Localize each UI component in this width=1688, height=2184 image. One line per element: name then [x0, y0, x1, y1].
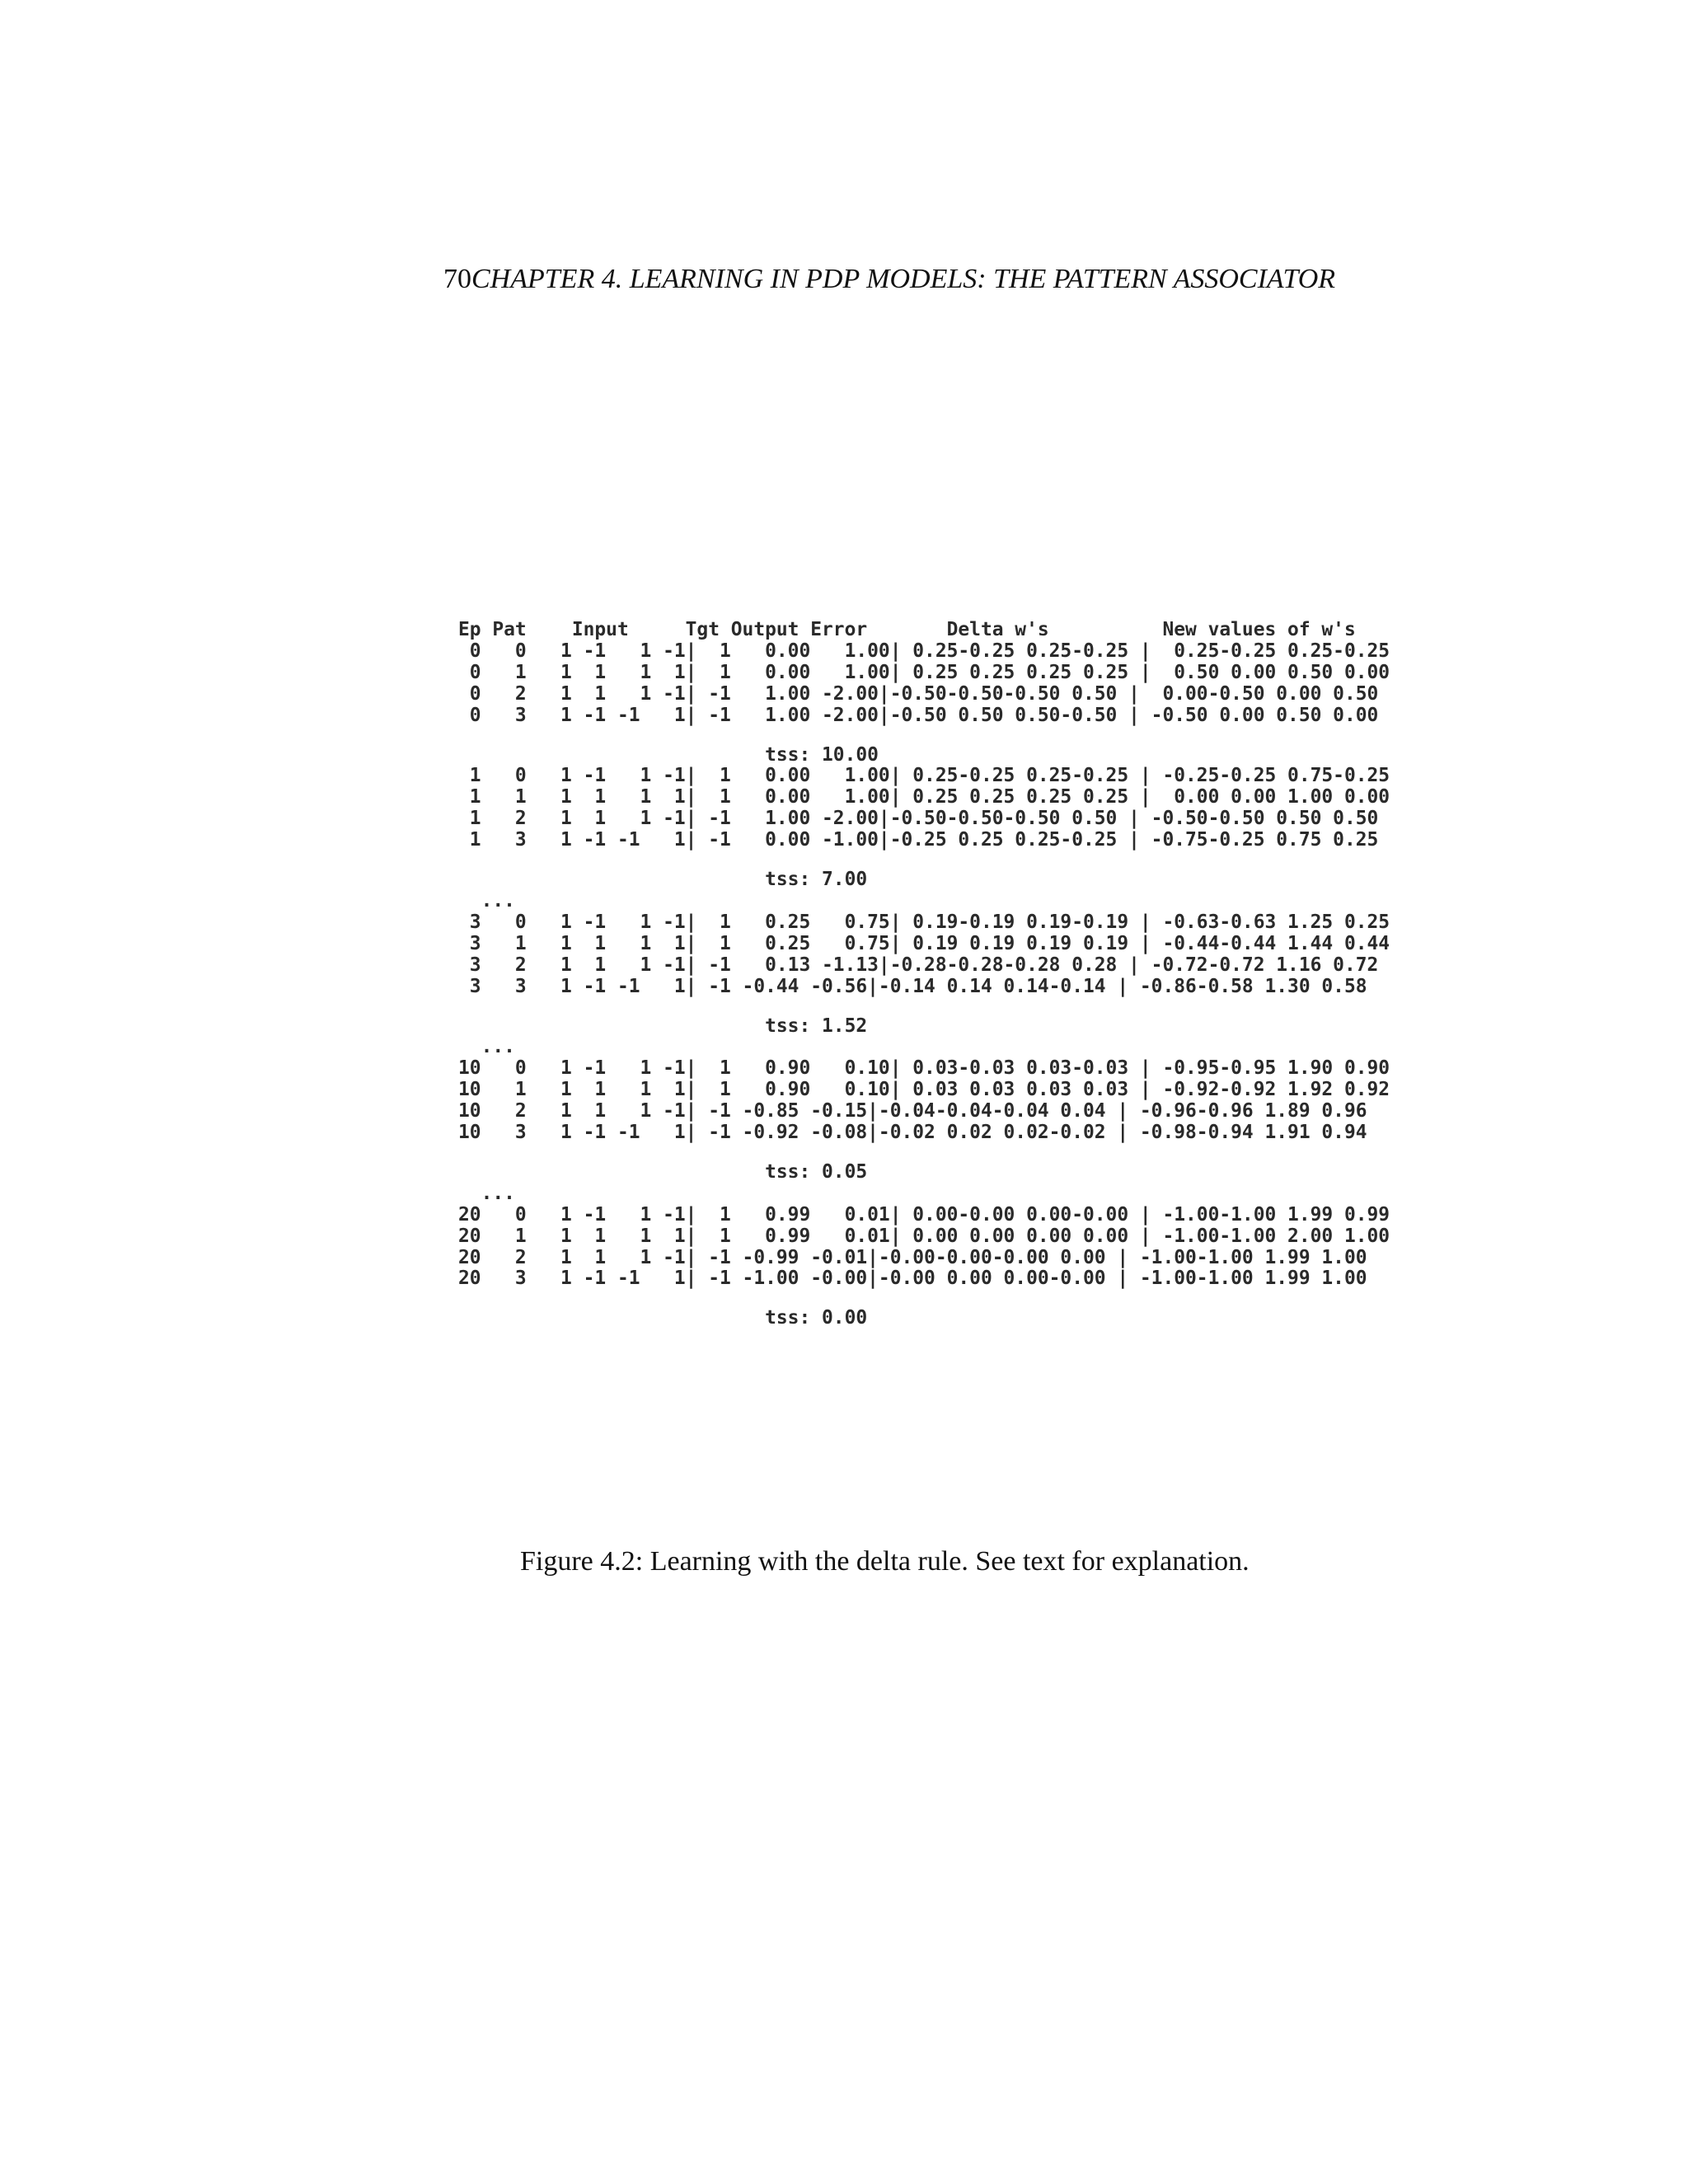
ellipsis: ... — [458, 1182, 515, 1204]
table-row: 20 2 1 1 1 -1| -1 -0.99 -0.01|-0.00-0.00-0.00 0.00 | -1.00-1.00 1.99 1.00 — [458, 1246, 1367, 1268]
table-row: 0 0 1 -1 1 -1| 1 0.00 1.00| 0.25-0.25 0.25-0.25 | 0.25-0.25 0.25-0.25 — [458, 640, 1390, 662]
running-header — [443, 264, 1335, 295]
table-row: 10 2 1 1 1 -1| -1 -0.85 -0.15|-0.04-0.04-0.04 0.04 | -0.96-0.96 1.89 0.96 — [458, 1100, 1367, 1122]
tss-line: tss: 0.00 — [458, 1307, 868, 1329]
delta-rule-figure — [458, 620, 1431, 1329]
table-row: 20 3 1 -1 -1 1| -1 -1.00 -0.00|-0.00 0.00 0.00-0.00 | -1.00-1.00 1.99 1.00 — [458, 1268, 1367, 1290]
table-row: 3 2 1 1 1 -1| -1 0.13 -1.13|-0.28-0.28-0.28 0.28 | -0.72-0.72 1.16 0.72 — [458, 954, 1379, 976]
epoch-block-0 — [458, 641, 1431, 727]
epoch-block-3 — [458, 912, 1431, 998]
chapter-title: CHAPTER 4. LEARNING IN PDP MODELS: THE PATTERN ASSOCIATOR — [471, 264, 1336, 294]
figure-caption: Figure 4.2: Learning with the delta rule. See text for explanation. — [520, 1546, 1250, 1577]
table-row: 1 2 1 1 1 -1| -1 1.00 -2.00|-0.50-0.50-0.50 0.50 | -0.50-0.50 0.50 0.50 — [458, 808, 1379, 830]
table-row: 10 0 1 -1 1 -1| 1 0.90 0.10| 0.03-0.03 0.03-0.03 | -0.95-0.95 1.90 0.90 — [458, 1057, 1390, 1080]
epoch-block-10 — [458, 1058, 1431, 1144]
ellipsis: ... — [458, 1036, 515, 1058]
table-row: 3 0 1 -1 1 -1| 1 0.25 0.75| 0.19-0.19 0.19-0.19 | -0.63-0.63 1.25 0.25 — [458, 911, 1390, 933]
table-row: 0 2 1 1 1 -1| -1 1.00 -2.00|-0.50-0.50-0.50 0.50 | 0.00-0.50 0.00 0.50 — [458, 682, 1379, 705]
table-row: 1 1 1 1 1 1| 1 0.00 1.00| 0.25 0.25 0.25 0.25 | 0.00 0.00 1.00 0.00 — [458, 786, 1390, 808]
table-row: 0 3 1 -1 -1 1| -1 1.00 -2.00|-0.50 0.50 0.50-0.50 | -0.50 0.00 0.50 0.00 — [458, 704, 1379, 726]
table-row: 10 1 1 1 1 1| 1 0.90 0.10| 0.03 0.03 0.03 0.03 | -0.92-0.92 1.92 0.92 — [458, 1079, 1390, 1101]
table-row: 3 1 1 1 1 1| 1 0.25 0.75| 0.19 0.19 0.19 0.19 | -0.44-0.44 1.44 0.44 — [458, 932, 1390, 954]
table-row: 1 3 1 -1 -1 1| -1 0.00 -1.00|-0.25 0.25 0.25-0.25 | -0.75-0.25 0.75 0.25 — [458, 829, 1379, 851]
ellipsis: ... — [458, 889, 515, 912]
table-row: 3 3 1 -1 -1 1| -1 -0.44 -0.56|-0.14 0.14 0.14-0.14 | -0.86-0.58 1.30 0.58 — [458, 975, 1367, 997]
table-row: 20 0 1 -1 1 -1| 1 0.99 0.01| 0.00-0.00 0.00-0.00 | -1.00-1.00 1.99 0.99 — [458, 1203, 1390, 1226]
table-row: 1 0 1 -1 1 -1| 1 0.00 1.00| 0.25-0.25 0.25-0.25 | -0.25-0.25 0.75-0.25 — [458, 765, 1390, 787]
page-number: 70 — [443, 264, 471, 294]
table-row: 10 3 1 -1 -1 1| -1 -0.92 -0.08|-0.02 0.02 0.02-0.02 | -0.98-0.94 1.91 0.94 — [458, 1122, 1367, 1144]
tss-line: tss: 0.05 — [458, 1160, 868, 1183]
table-row: 20 1 1 1 1 1| 1 0.99 0.01| 0.00 0.00 0.00 0.00 | -1.00-1.00 2.00 1.00 — [458, 1225, 1390, 1247]
epoch-block-1 — [458, 766, 1431, 851]
tss-line: tss: 10.00 — [458, 743, 879, 766]
tss-line: tss: 1.52 — [458, 1015, 868, 1037]
column-header: Ep Pat Input Tgt Output Error Delta w's New values of w's — [458, 619, 1356, 640]
table-row: 0 1 1 1 1 1| 1 0.00 1.00| 0.25 0.25 0.25 0.25 | 0.50 0.00 0.50 0.00 — [458, 661, 1390, 683]
epoch-block-20 — [458, 1205, 1431, 1291]
tss-line: tss: 7.00 — [458, 869, 868, 891]
